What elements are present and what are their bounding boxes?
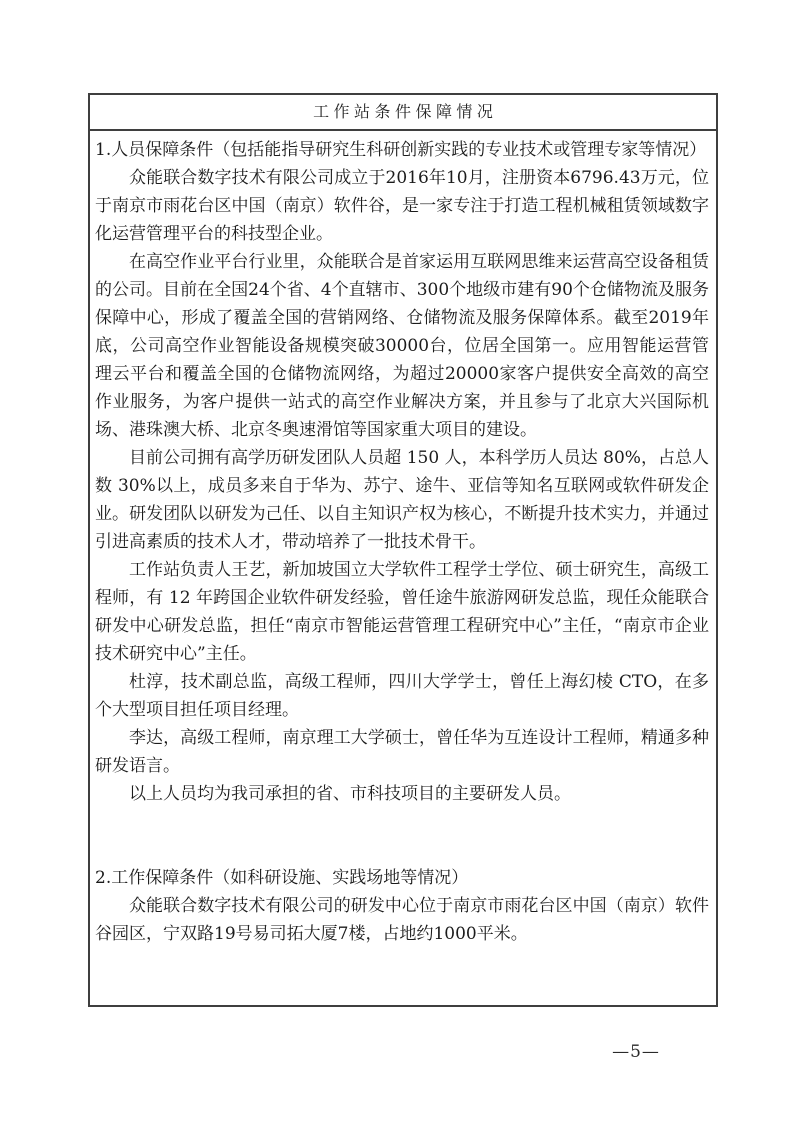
table-body-cell — [90, 131, 716, 954]
paragraph: 李达，高级工程师，南京理工大学硕士，曾任华为互连设计工程师，精通多种研发语言。 — [95, 728, 709, 776]
section-gap — [95, 808, 709, 864]
paragraph: 工作站负责人王艺，新加坡国立大学软件工程学士学位、硕士研究生，高级工程师，有 12 年跨国企业软件研发经验，曾任途牛旅游网研发总监，现任众能联合研发中心研发总监，担任“南京市智能运营管理工程研究中心”主任，“南京市企业技术研究中心”主任。 — [95, 560, 709, 664]
paragraph: 目前公司拥有高学历研发团队人员超 150 人，本科学历人员达 80%，占总人数 30%以上，成员多来自于华为、苏宁、途牛、亚信等知名互联网或软件研发企业。研发团队以研发为己任、以自主知识产权为核心，不断提升技术实力，并通过引进高素质的技术人才，带动培养了一批技术骨干。 — [95, 448, 709, 552]
section-2-heading: 2.工作保障条件（如科研设施、实践场地等情况） — [95, 868, 469, 888]
paragraph: 杜淳，技术副总监，高级工程师，四川大学学士，曾任上海幻棱 CTO，在多个大型项目担任项目经理。 — [95, 672, 709, 720]
workstation-conditions-table — [88, 93, 718, 1007]
page-number: —5— — [612, 1042, 660, 1062]
paragraph: 以上人员均为我司承担的省、市科技项目的主要研发人员。 — [129, 784, 571, 804]
section-1-heading: 1.人员保障条件（包括能指导研究生科研创新实践的专业技术或管理专家等情况） — [95, 140, 707, 160]
paragraph: 众能联合数字技术有限公司的研发中心位于南京市雨花台区中国（南京）软件谷园区，宁双路19号易司拓大厦7楼，占地约1000平米。 — [95, 896, 709, 944]
paragraph: 在高空作业平台行业里，众能联合是首家运用互联网思维来运营高空设备租赁的公司。目前在全国24个省、4个直辖市、300个地级市建有90个仓储物流及服务保障中心，形成了覆盖全国的营销网络、仓储物流及服务保障体系。截至2019年底，公司高空作业智能设备规模突破30000台，位居全国第一。应用智能运营管理云平台和覆盖全国的仓储物流网络，为超过20000家客户提供安全高效的高空作业服务，为客户提供一站式的高空作业解决方案，并且参与了北京大兴国际机场、港珠澳大桥、北京冬奥速滑馆等国家重大项目的建设。 — [95, 252, 709, 440]
paragraph: 众能联合数字技术有限公司成立于2016年10月，注册资本6796.43万元，位于南京市雨花台区中国（南京）软件谷，是一家专注于打造工程机械租赁领域数字化运营管理平台的科技型企业。 — [95, 168, 709, 244]
table-title: 工作站条件保障情况 — [90, 95, 716, 131]
